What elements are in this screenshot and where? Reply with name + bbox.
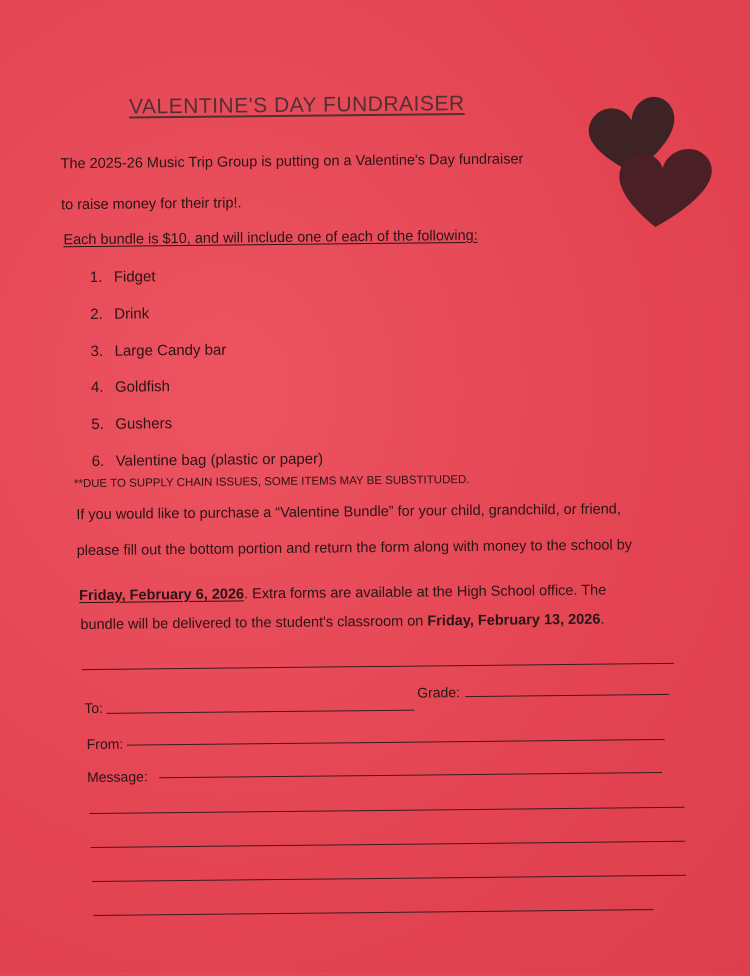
body-line-4: bundle will be delivered to the student's classroom on Friday, February 13, 2026. <box>80 611 605 634</box>
from-field[interactable] <box>127 739 665 746</box>
list-item: 1. Fidget <box>89 268 156 286</box>
message-label: Message: <box>86 768 148 786</box>
grade-field[interactable] <box>465 694 669 697</box>
body-line-3: Friday, February 6, 2026. Extra forms are available at the High School office. The <box>79 582 607 605</box>
body-line-1: If you would like to purchase a “Valentine Bundle” for your child, grandchild, or friend, <box>76 501 621 524</box>
from-label: From: <box>86 735 124 753</box>
list-item: 5. Gushers <box>91 415 173 434</box>
bundle-item-list <box>90 267 324 490</box>
message-line-5[interactable] <box>93 909 653 916</box>
list-item: 3. Large Candy bar <box>90 341 227 360</box>
to-field[interactable] <box>106 710 414 714</box>
intro-line-2: to raise money for their trip!. <box>60 195 242 214</box>
heart-front-icon <box>619 149 712 228</box>
intro-line-1: The 2025-26 Music Trip Group is putting on a Valentine's Day fundraiser <box>60 151 524 173</box>
grade-label: Grade: <box>417 684 461 701</box>
list-item: 2. Drink <box>90 305 150 323</box>
delivery-date: Friday, February 13, 2026 <box>427 611 601 630</box>
message-field[interactable] <box>159 772 662 778</box>
deadline-date: Friday, February 6, 2026 <box>79 586 245 605</box>
message-line-2[interactable] <box>89 807 684 814</box>
supply-chain-note: **DUE TO SUPPLY CHAIN ISSUES, SOME ITEMS MAY BE SUBSTITUDED. <box>73 474 470 491</box>
body-line-2: please fill out the bottom portion and return the form along with money to the school by <box>76 537 633 560</box>
message-line-4[interactable] <box>92 875 686 882</box>
separator-line <box>82 663 674 670</box>
list-item: 4. Goldfish <box>90 378 171 397</box>
page-title: VALENTINE'S DAY FUNDRAISER <box>128 92 465 119</box>
hearts-icon <box>584 91 720 232</box>
message-line-3[interactable] <box>91 841 685 848</box>
bundle-heading: Each bundle is $10, and will include one of each of the following: <box>63 227 478 249</box>
to-label: To: <box>84 699 104 717</box>
list-item: 6. Valentine bag (plastic or paper) <box>91 450 324 470</box>
